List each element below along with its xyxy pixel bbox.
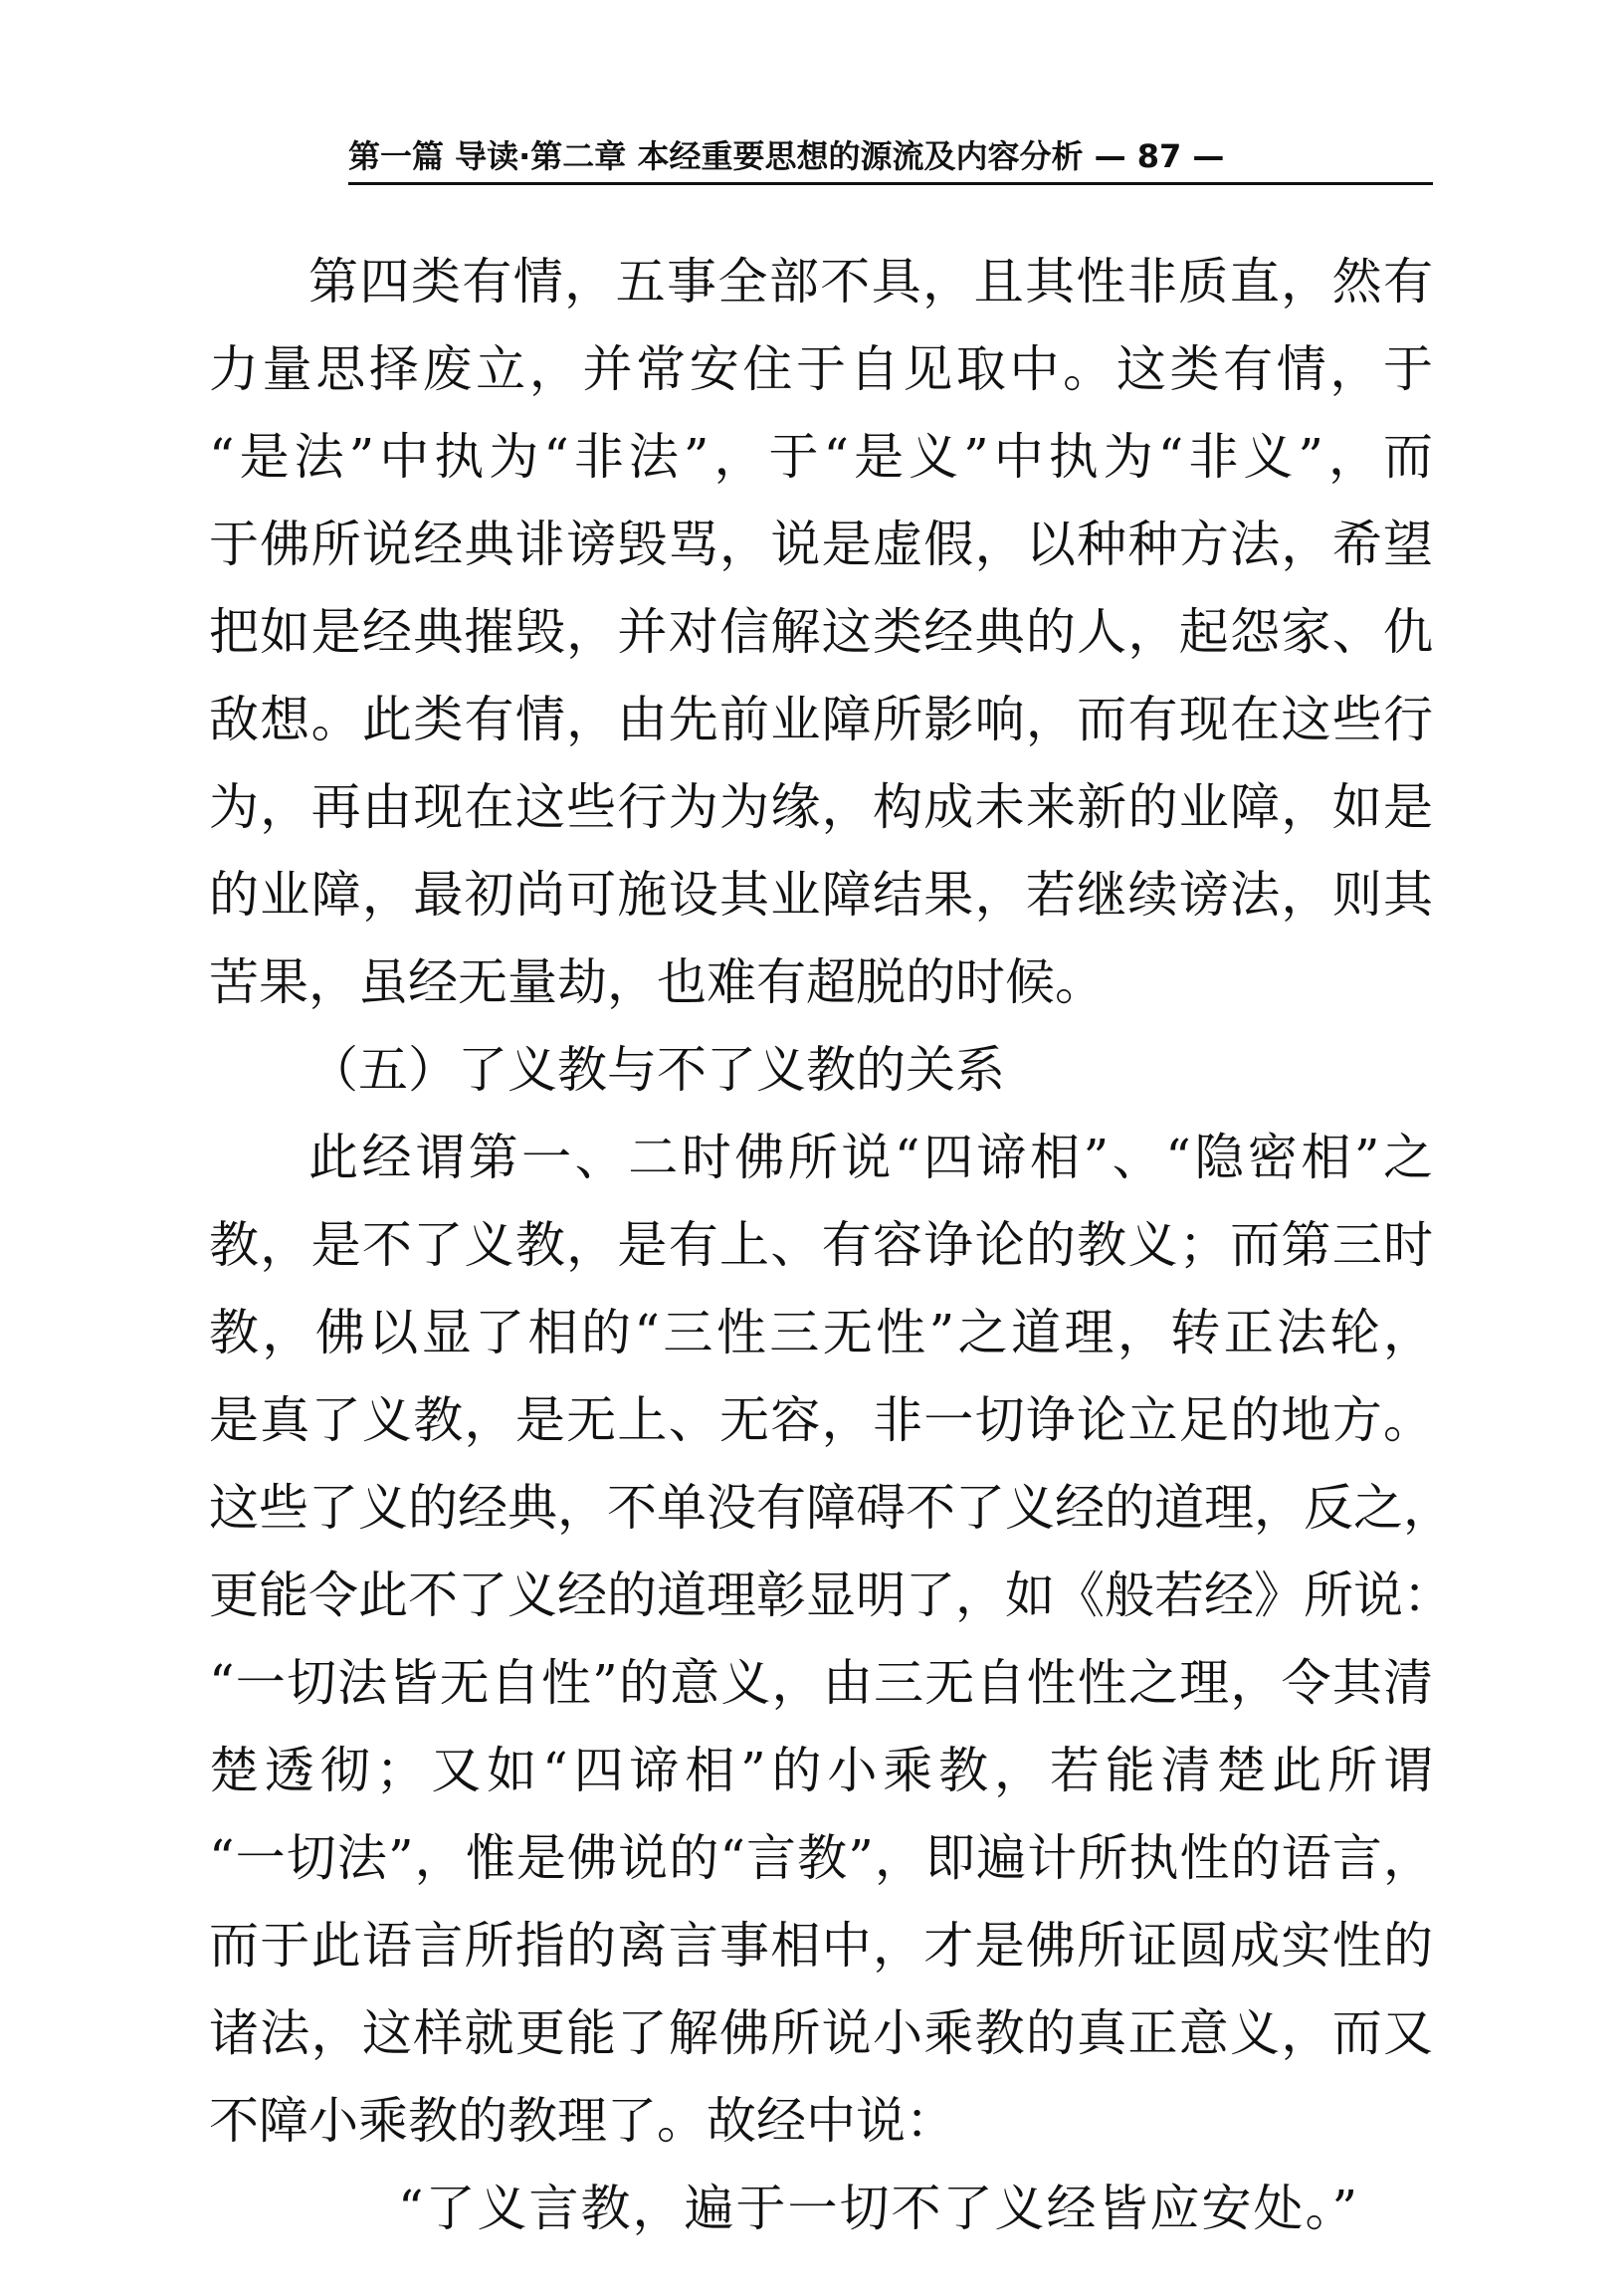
paragraph-line: 更能令此不了义经的道理彰显明了，如《般若经》所说： bbox=[209, 1566, 1453, 1624]
paragraph-line: “一切法皆无自性”的意义，由三无自性性之理，令其清 bbox=[209, 1654, 1433, 1712]
paragraph-line: 力量思择废立，并常安住于自见取中。这类有情，于 bbox=[209, 340, 1433, 398]
paragraph-line: 诸法，这样就更能了解佛所说小乘教的真正意义，而又 bbox=[209, 2004, 1433, 2062]
paragraph-line: 是真了义教，是无上、无容，非一切诤论立足的地方。 bbox=[209, 1391, 1433, 1449]
sutra-quotation: “了义言教，遍于一切不了义经皆应安处。” bbox=[398, 2180, 1360, 2237]
paragraph-line: 教，是不了义教，是有上、有容诤论的教义；而第三时 bbox=[209, 1216, 1433, 1274]
page-body bbox=[209, 238, 1453, 2252]
paragraph-line: 不障小乘教的教理了。故经中说： bbox=[209, 2092, 955, 2150]
paragraph-line: 于佛所说经典诽谤毁骂，说是虚假，以种种方法，希望 bbox=[209, 516, 1433, 573]
paragraph-line: 敌想。此类有情，由先前业障所影响，而有现在这些行 bbox=[209, 691, 1433, 748]
header-divider bbox=[348, 182, 1433, 185]
paragraph-line: 此经谓第一、二时佛所说“四谛相”、“隐密相”之 bbox=[308, 1129, 1433, 1186]
running-header: 第一篇 导读·第二章 本经重要思想的源流及内容分析 — 87 — bbox=[348, 137, 1225, 175]
paragraph-line: 教，佛以显了相的“三性三无性”之道理，转正法轮， bbox=[209, 1304, 1433, 1361]
section-heading: （五）了义教与不了义教的关系 bbox=[308, 1041, 1005, 1099]
paragraph-line: “是法”中执为“非法”，于“是义”中执为“非义”，而 bbox=[209, 428, 1433, 486]
paragraph-line: 的业障，最初尚可施设其业障结果，若继续谤法，则其 bbox=[209, 866, 1433, 924]
paragraph-line: 第四类有情，五事全部不具，且其性非质直，然有 bbox=[308, 253, 1433, 311]
paragraph-line: 这些了义的经典，不单没有障碍不了义经的道理，反之， bbox=[209, 1479, 1453, 1537]
paragraph-line: 把如是经典摧毁，并对信解这类经典的人，起怨家、仇 bbox=[209, 603, 1433, 661]
paragraph-line: 为，再由现在这些行为为缘，构成未来新的业障，如是 bbox=[209, 778, 1433, 836]
paragraph-line: “一切法”，惟是佛说的“言教”，即遍计所执性的语言， bbox=[209, 1829, 1433, 1887]
paragraph-line: 苦果，虽经无量劫，也难有超脱的时候。 bbox=[209, 953, 1105, 1011]
paragraph-line: 而于此语言所指的离言事相中，才是佛所证圆成实性的 bbox=[209, 1917, 1433, 1975]
paragraph-line: 楚透彻；又如“四谛相”的小乘教，若能清楚此所谓 bbox=[209, 1742, 1433, 1799]
